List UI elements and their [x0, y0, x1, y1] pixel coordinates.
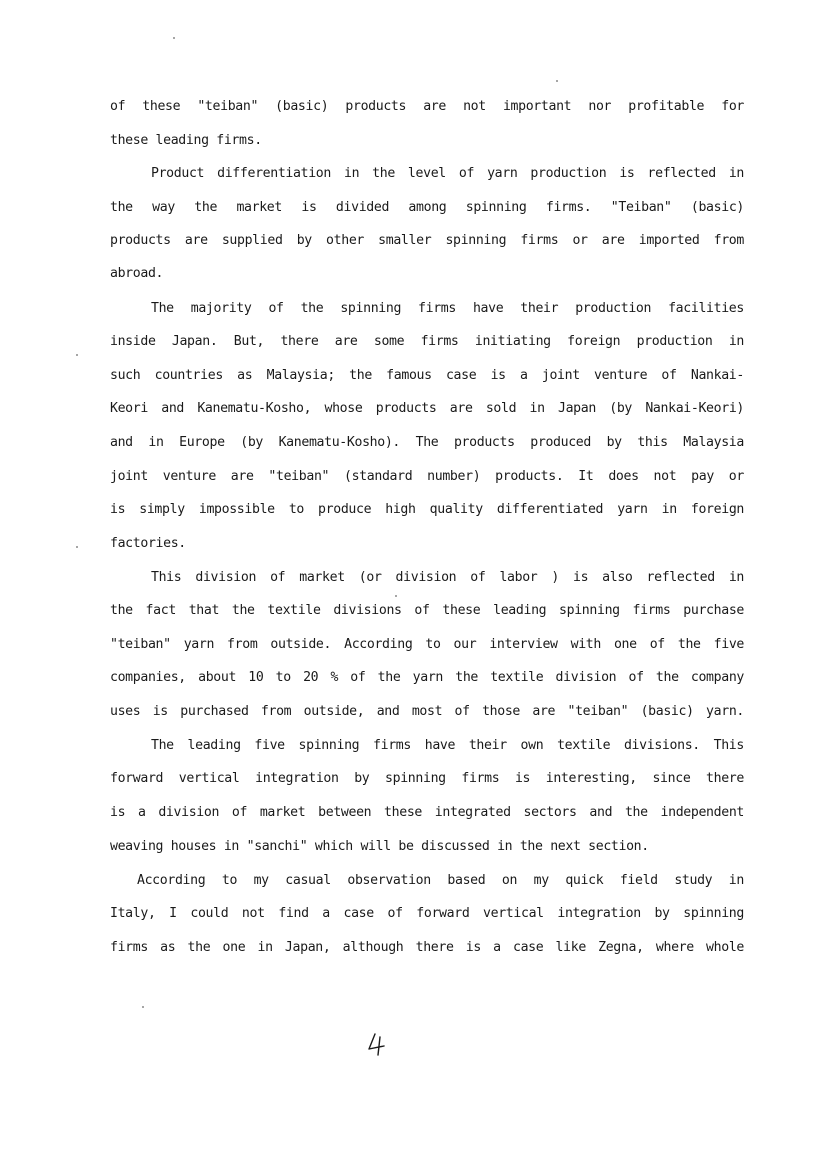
text-line: these leading firms. [110, 133, 262, 148]
text-line: This division of market (or division of labor ) is also reflected in [151, 570, 744, 585]
text-line: and in Europe (by Kanematu-Kosho). The products produced by this Malaysia [110, 435, 744, 450]
text-line: forward vertical integration by spinning firms is interesting, since there [110, 771, 744, 786]
text-line: joint venture are "teiban" (standard number) products. It does not pay or [110, 469, 744, 484]
text-line: is a division of market between these integrated sectors and the independent [110, 805, 744, 820]
scan-speck [76, 354, 78, 356]
text-line: such countries as Malaysia; the famous case is a joint venture of Nankai- [110, 368, 744, 383]
text-line: abroad. [110, 266, 164, 281]
text-line: Italy, I could not find a case of forward vertical integration by spinning [110, 906, 744, 921]
text-line: of these "teiban" (basic) products are not important nor profitable for [110, 99, 744, 114]
text-line: factories. [110, 536, 186, 551]
scan-speck [142, 1006, 144, 1008]
text-line: uses is purchased from outside, and most of those are "teiban" (basic) yarn. [110, 704, 744, 719]
scan-speck [556, 80, 558, 82]
text-line: inside Japan. But, there are some firms initiating foreign production in [110, 334, 744, 349]
scan-speck [173, 37, 175, 39]
text-line: The majority of the spinning firms have their production facilities [151, 301, 744, 316]
text-line: The leading five spinning firms have their own textile divisions. This [151, 738, 744, 753]
scan-speck [395, 595, 397, 597]
text-line: According to my casual observation based on my quick field study in [137, 873, 744, 888]
text-line: firms as the one in Japan, although there is a case like Zegna, where whole [110, 940, 744, 955]
text-line: companies, about 10 to 20 % of the yarn the textile division of the company [110, 670, 744, 685]
text-line: weaving houses in "sanchi" which will be discussed in the next section. [110, 839, 649, 854]
text-line: the fact that the textile divisions of these leading spinning firms purchase [110, 603, 744, 618]
text-line: Keori and Kanematu-Kosho, whose products are sold in Japan (by Nankai-Keori) [110, 401, 744, 416]
handwritten-page-number [366, 1030, 390, 1058]
text-line: the way the market is divided among spinning firms. "Teiban" (basic) [110, 200, 744, 215]
scan-speck [76, 546, 78, 548]
text-line: products are supplied by other smaller spinning firms or are imported from [110, 233, 744, 248]
text-line: is simply impossible to produce high quality differentiated yarn in foreign [110, 502, 744, 517]
text-line: "teiban" yarn from outside. According to our interview with one of the five [110, 637, 744, 652]
text-line: Product differentiation in the level of yarn production is reflected in [151, 166, 744, 181]
